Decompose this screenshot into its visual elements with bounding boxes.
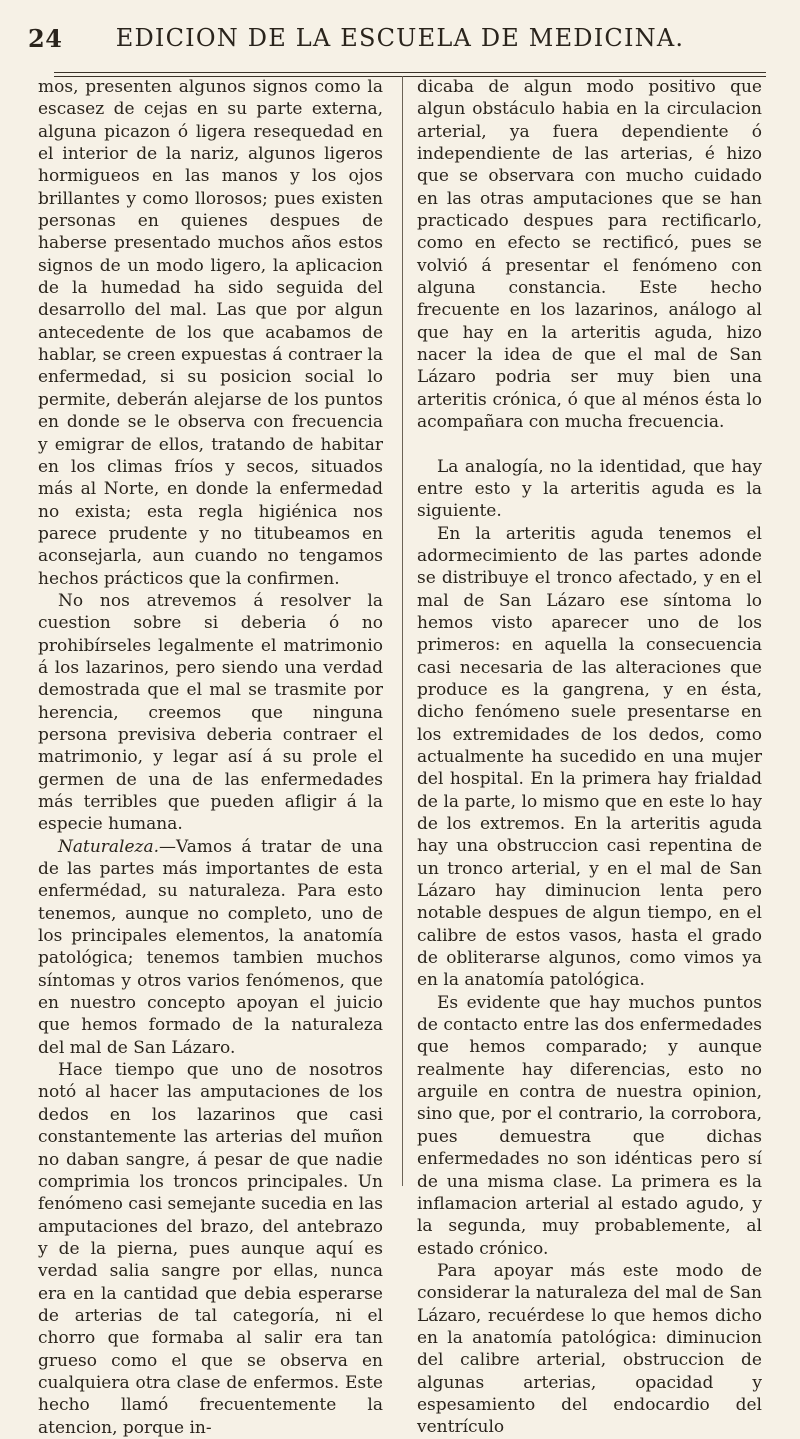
paragraph: Para apoyar más este modo de considerar la naturaleza del mal de San Lázaro, recuérdese lo que hemos dicho en la anatomía patológica: diminucion del calibre arterial, obstruccion de algunas arterias, opacidad y espesamiento del endocardio del ventrículo xyxy=(417,1260,762,1438)
column-divider xyxy=(402,76,403,1186)
paragraph-text: —Vamos á tratar de una de las partes más importantes de esta enfermédad, su naturaleza. Para esto tenemos, aunque no completo, uno de los principales elementos, la anatomía patológica; tenemos tambien muchos síntomas y otros varios fenómenos, que en nuestro concepto apoyan el juicio que hemos formado de la naturaleza del mal de San Lázaro. xyxy=(38,836,383,1058)
page-header xyxy=(20,22,780,62)
running-title: EDICION DE LA ESCUELA DE MEDICINA. xyxy=(115,24,685,52)
paragraph: En la arteritis aguda tenemos el adormecimiento de las partes adonde se distribuye el tronco afectado, y en el mal de San Lázaro ese síntoma lo hemos visto aparecer uno de los primeros: en aquella la consecuencia casi necesaria de las alteraciones que produce es la gangrena, y en ésta, dicho fenómeno suele presentarse en los extremidades de los dedos, como actualmente ha sucedido en una mujer del hospital. En la primera hay frialdad de la parte, lo mismo que en este lo hay de los extremos. En la arteritis aguda hay una obstruccion casi repentina de un tronco arterial, y en el mal de San Lázaro hay diminucion lenta pero notable despues de algun tiempo, en el calibre de estos vasos, hasta el grado de obliterarse algunos, como vimos ya en la anatomía patológica. xyxy=(417,523,762,991)
section-lead-term: Naturaleza. xyxy=(58,836,160,857)
page-number: 24 xyxy=(28,24,63,53)
paragraph: La analogía, no la identidad, que hay entre esto y la arteritis aguda es la siguiente. xyxy=(417,456,762,522)
paragraph: dicaba de algun modo positivo que algun obstáculo habia en la circulacion arterial, ya fuera dependiente ó independiente de las arterias, é hizo que se observara con mucho cuidado en las otras amputaciones que se han practicado despues para rectificarlo, como en efecto se rectificó, pues se volvió á presentar el fenómeno con alguna constancia. Este hecho frecuente en los lazarinos, análogo al que hay en la arteritis aguda, hizo nacer la idea de que el mal de San Lázaro podria ser muy bien una arteritis crónica, ó que al ménos ésta lo acompañara con mucha frecuencia. xyxy=(417,77,762,433)
right-column xyxy=(417,76,762,1439)
paragraph: No nos atrevemos á resolver la cuestion sobre si deberia ó no prohibírseles legalmente el matrimonio á los lazarinos, pero siendo una verdad demostrada que el mal se trasmite por herencia, creemos que ninguna persona previsiva deberia contraer el matrimonio, y legar así á su prole el germen de una de las enfermedades más terribles que pueden afligir á la especie humana. xyxy=(38,590,383,835)
paragraph-naturaleza xyxy=(38,836,383,1059)
paragraph: Hace tiempo que uno de nosotros notó al hacer las amputaciones de los dedos en los lazarinos que casi constantemente las arterias del muñon no daban sangre, á pesar de que nadie comprimia los troncos principales. Un fenómeno casi semejante sucedia en las amputaciones del brazo, del antebrazo y de la pierna, pues aunque aquí es verdad salia sangre por ellas, nunca era en la cantidad que debia esperarse de arterias de tal categoría, ni el chorro que formaba al salir era tan grueso como el que se observa en cualquiera otra clase de enfermos. Este hecho llamó frecuentemente la atencion, porque in- xyxy=(38,1060,383,1438)
left-column xyxy=(38,76,383,1439)
paragraph: mos, presenten algunos signos como la escasez de cejas en su parte externa, alguna picazon ó ligera resequedad en el interior de la nariz, algunos ligeros hormigueos en las manos y los ojos brillantes y como llorosos; pues existen personas en quienes despues de haberse presentado muchos años estos signos de un modo ligero, la aplicacion de la humedad ha sido seguida del desarrollo del mal. Las que por algun antecedente de los que acabamos de hablar, se creen expuestas á contraer la enfermedad, si su posicion social lo permite, deberán alejarse de los puntos en donde se le observa con frecuencia y emigrar de ellos, tratando de habitar en los climas fríos y secos, situados más al Norte, en donde la enfermedad no exista; esta regla higiénica nos parece prudente y no titubeamos en aconsejarla, aun cuando no tengamos hechos prácticos que la confirmen. xyxy=(38,77,383,589)
paragraph: Es evidente que hay muchos puntos de contacto entre las dos enfermedades que hemos comparado; y aunque realmente hay diferencias, esto no arguile en contra de nuestra opinion, sino que, por el contrario, la corrobora, pues demuestra que dichas enfermedades no son idénticas pero sí de una misma clase. La primera es la inflamacion arterial al estado agudo, y la segunda, muy probablemente, al estado crónico. xyxy=(417,992,762,1259)
